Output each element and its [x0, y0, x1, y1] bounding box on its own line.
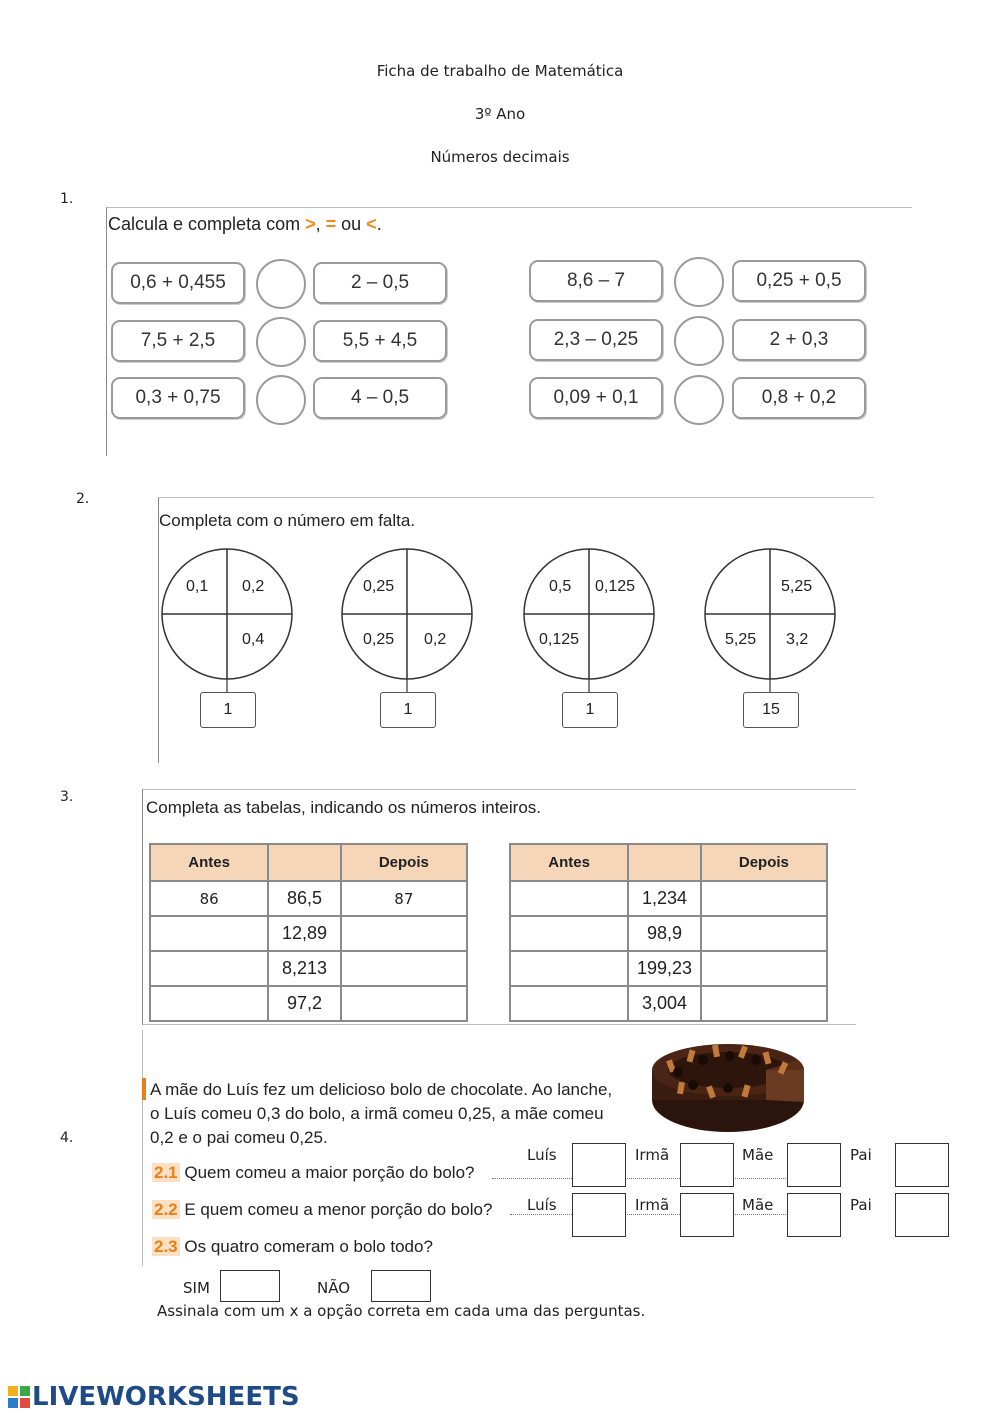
question-2-3: 2.3 Os quatro comeram o bolo todo? — [154, 1237, 433, 1256]
circle-3-top-right: 0,125 — [595, 578, 636, 595]
person-label-irma: Irmã — [635, 1196, 670, 1214]
circle-3-top-left: 0,5 — [549, 578, 572, 595]
comparison-circle[interactable] — [256, 375, 306, 425]
exercise-3-instruction: Completa as tabelas, indicando os números inteiros. — [146, 798, 541, 817]
depois-cell[interactable] — [701, 951, 827, 986]
person-label-irma: Irmã — [635, 1146, 670, 1164]
question-2-2: 2.2 E quem comeu a menor porção do bolo? — [154, 1200, 493, 1219]
table-row — [510, 916, 827, 951]
circle-3-bottom-left: 0,125 — [539, 631, 580, 648]
topic-label: Números decimais — [430, 148, 570, 166]
value-cell: 97,2 — [268, 986, 340, 1021]
instruction-note: Assinala com um x a opção correta em cada uma das perguntas. — [157, 1302, 646, 1320]
comparison-circle[interactable] — [256, 259, 306, 309]
antes-cell[interactable] — [510, 916, 628, 951]
circle-1-bottom-right: 0,4 — [242, 631, 265, 648]
depois-cell[interactable]: 87 — [341, 881, 467, 916]
comparison-circle[interactable] — [674, 375, 724, 425]
answer-box-pai-q1[interactable] — [895, 1143, 949, 1187]
greater-than-symbol: > — [305, 214, 316, 234]
person-label-mae: Mãe — [742, 1146, 774, 1164]
value-cell: 1,234 — [628, 881, 701, 916]
depois-cell[interactable] — [701, 881, 827, 916]
expression-right-b: 0,8 + 0,2 — [732, 377, 866, 419]
expression-left-b: 4 – 0,5 — [313, 377, 447, 419]
question-2-1: 2.1 Quem comeu a maior porção do bolo? — [154, 1163, 475, 1182]
comparison-circle[interactable] — [674, 316, 724, 366]
question-number: 2.1 — [154, 1163, 178, 1182]
antes-cell[interactable] — [510, 881, 628, 916]
circle-2-top-left: 0,25 — [363, 578, 395, 595]
liveworksheets-logo-icon — [8, 1386, 30, 1408]
antes-cell[interactable] — [150, 986, 268, 1021]
answer-box-mae-q1[interactable] — [787, 1143, 841, 1187]
expression-right-b: 0,25 + 0,5 — [732, 260, 866, 302]
answer-line — [492, 1178, 802, 1179]
depois-cell[interactable] — [701, 986, 827, 1021]
expression-right-a: 0,09 + 0,1 — [529, 377, 663, 419]
expression-right-a: 8,6 – 7 — [529, 260, 663, 302]
expression-left-b: 5,5 + 4,5 — [313, 320, 447, 362]
value-cell: 86,5 — [268, 881, 340, 916]
answer-box-pai-q2[interactable] — [895, 1193, 949, 1237]
table-row — [150, 986, 467, 1021]
integers-table-1 — [149, 843, 468, 1022]
story-line-1: A mãe do Luís fez um delicioso bolo de chocolate. Ao lanche, — [150, 1080, 613, 1099]
value-cell: 98,9 — [628, 916, 701, 951]
person-label-pai: Pai — [850, 1196, 872, 1214]
header-value — [628, 844, 701, 881]
antes-cell[interactable] — [150, 951, 268, 986]
person-label-luis: Luís — [527, 1196, 557, 1214]
table-row — [510, 951, 827, 986]
value-cell: 199,23 — [628, 951, 701, 986]
integers-table-2 — [509, 843, 828, 1022]
table-row — [510, 881, 827, 916]
yes-answer-box[interactable] — [220, 1270, 280, 1302]
depois-cell[interactable] — [341, 986, 467, 1021]
expression-left-a: 7,5 + 2,5 — [111, 320, 245, 362]
logo-text: LIVEWORKSHEETS — [32, 1382, 300, 1412]
equals-symbol: = — [325, 214, 337, 234]
table-row — [150, 881, 467, 916]
antes-cell[interactable] — [150, 916, 268, 951]
value-cell: 3,004 — [628, 986, 701, 1021]
exercise-4-frame-line — [142, 1030, 143, 1266]
antes-cell[interactable]: 86 — [150, 881, 268, 916]
circle-4-top-right: 5,25 — [781, 578, 813, 595]
depois-cell[interactable] — [701, 916, 827, 951]
value-cell: 12,89 — [268, 916, 340, 951]
answer-box-irma-q2[interactable] — [680, 1193, 734, 1237]
no-label: NÃO — [317, 1279, 351, 1297]
story-line-2: o Luís comeu 0,3 do bolo, a irmã comeu 0,25, a mãe comeu — [150, 1104, 604, 1123]
circle-1-top-right: 0,2 — [242, 578, 265, 595]
person-label-mae: Mãe — [742, 1196, 774, 1214]
circle-2-sum-box: 1 — [380, 692, 436, 728]
depois-cell[interactable] — [341, 916, 467, 951]
header-antes: Antes — [150, 844, 268, 881]
antes-cell[interactable] — [510, 986, 628, 1021]
value-cell: 8,213 — [268, 951, 340, 986]
header-value — [268, 844, 340, 881]
exercise-1-instruction: Calcula e completa com >, = ou <. — [108, 214, 382, 234]
question-number: 2.2 — [154, 1200, 178, 1219]
comparison-circle[interactable] — [256, 317, 306, 367]
header-depois: Depois — [341, 844, 467, 881]
circle-2-bottom-right: 0,2 — [424, 631, 447, 648]
table-row — [150, 916, 467, 951]
circle-1-top-left: 0,1 — [186, 578, 209, 595]
header-antes: Antes — [510, 844, 628, 881]
circle-3-sum-box: 1 — [562, 692, 618, 728]
expression-left-a: 0,6 + 0,455 — [111, 262, 245, 304]
less-than-symbol: < — [366, 214, 377, 234]
circle-4-sum-box: 15 — [743, 692, 799, 728]
answer-box-irma-q1[interactable] — [680, 1143, 734, 1187]
exercise-3-number: 3. — [60, 789, 74, 805]
comparison-circle[interactable] — [674, 257, 724, 307]
answer-line — [510, 1214, 802, 1215]
expression-left-a: 0,3 + 0,75 — [111, 377, 245, 419]
depois-cell[interactable] — [341, 951, 467, 986]
answer-box-luis-q1[interactable] — [572, 1143, 626, 1187]
person-label-luis: Luís — [527, 1146, 557, 1164]
circle-4-bottom-left: 5,25 — [725, 631, 757, 648]
expression-left-b: 2 – 0,5 — [313, 262, 447, 304]
grade-label: 3º Ano — [474, 105, 526, 123]
expression-right-a: 2,3 – 0,25 — [529, 319, 663, 361]
exercise-2-number: 2. — [76, 491, 90, 507]
exercise-4-number: 4. — [60, 1130, 74, 1146]
antes-cell[interactable] — [510, 951, 628, 986]
table-row — [510, 986, 827, 1021]
answer-box-mae-q2[interactable] — [787, 1193, 841, 1237]
circle-2-bottom-left: 0,25 — [363, 631, 395, 648]
exercise-1-number: 1. — [60, 191, 74, 207]
expression-right-b: 2 + 0,3 — [732, 319, 866, 361]
story-line-3: 0,2 e o pai comeu 0,25. — [150, 1128, 328, 1147]
table-row — [150, 951, 467, 986]
exercise-2-instruction: Completa com o número em falta. — [159, 511, 416, 530]
liveworksheets-logo — [8, 1382, 300, 1412]
yes-label: SIM — [183, 1279, 210, 1297]
no-answer-box[interactable] — [371, 1270, 431, 1302]
worksheet-title: Ficha de trabalho de Matemática — [376, 62, 624, 80]
chocolate-cake-image — [648, 1030, 816, 1140]
question-number: 2.3 — [154, 1237, 178, 1256]
circle-4-bottom-right: 3,2 — [786, 631, 809, 648]
circle-1-sum-box: 1 — [200, 692, 256, 728]
answer-box-luis-q2[interactable] — [572, 1193, 626, 1237]
person-label-pai: Pai — [850, 1146, 872, 1164]
orange-marker — [142, 1078, 146, 1100]
header-depois: Depois — [701, 844, 827, 881]
